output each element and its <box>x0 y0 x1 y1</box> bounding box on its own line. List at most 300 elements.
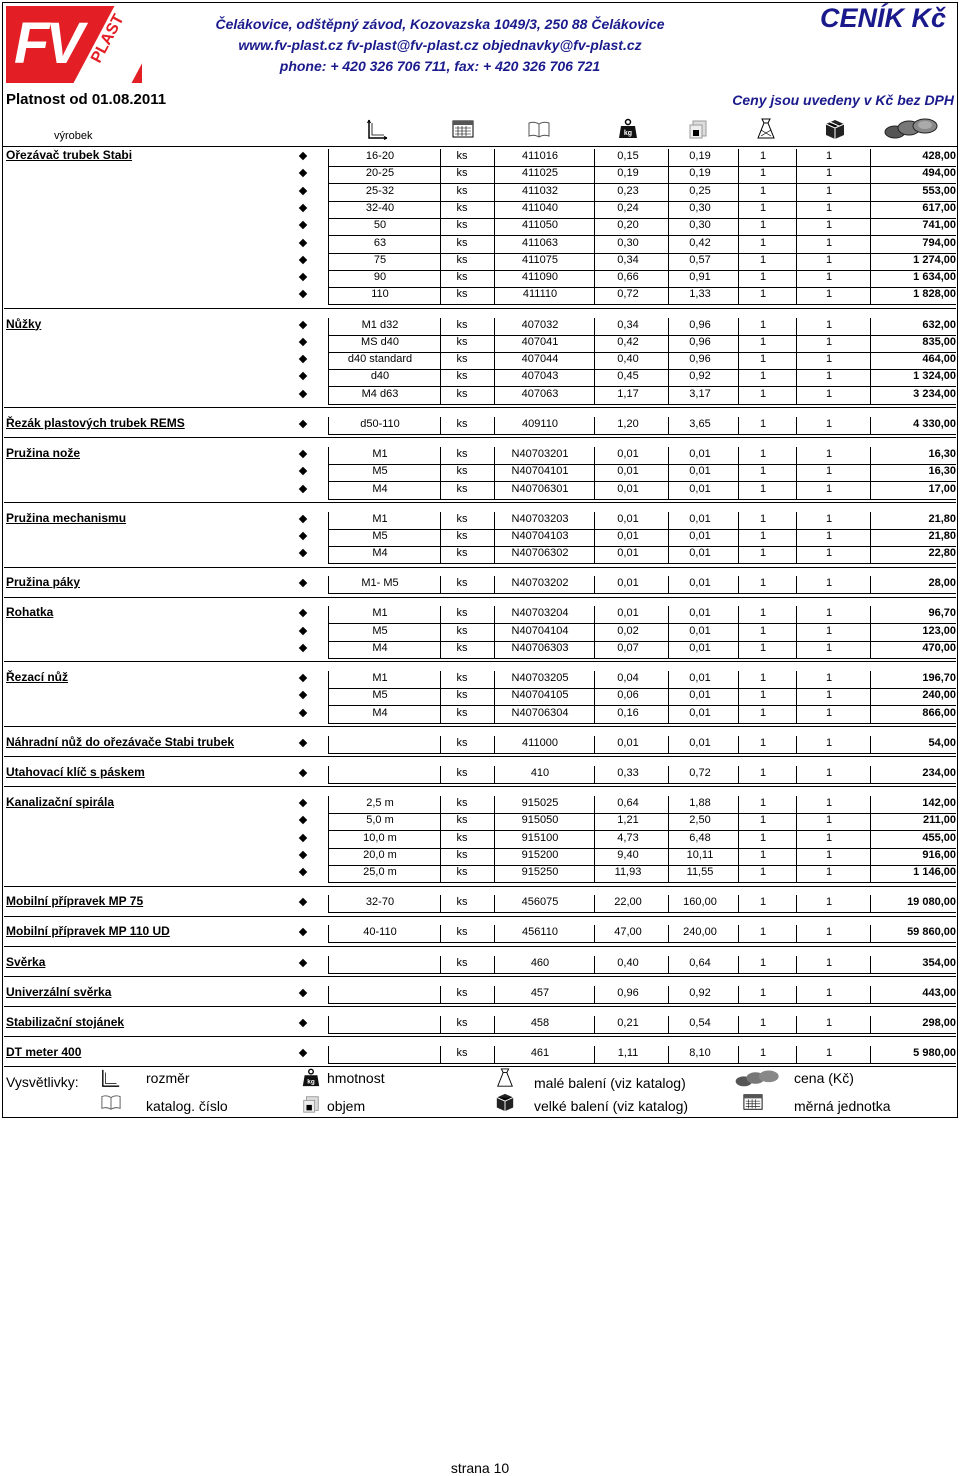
cell-small: 1 <box>759 547 767 560</box>
page-number: strana 10 <box>450 1460 510 1476</box>
cell-volume: 0,01 <box>689 577 711 590</box>
company-phone: phone: + 420 326 706 711, fax: + 420 326 706 721 <box>279 58 601 74</box>
cell-large: 1 <box>825 1016 833 1029</box>
cell-small: 1 <box>759 150 767 162</box>
cell-size: M5 <box>372 624 388 637</box>
bullet-diamond-icon <box>299 532 307 540</box>
cell-price: 21,80 <box>928 512 956 525</box>
cell-code: N40706302 <box>511 547 569 560</box>
table-row <box>4 318 956 335</box>
table-row <box>4 925 956 942</box>
prices-note: Ceny jsou uvedeny v Kč bez DPH <box>732 92 954 108</box>
product-name: Kanalizační spirála <box>6 795 115 809</box>
cell-size: MS d40 <box>361 335 399 348</box>
cell-volume: 0,01 <box>689 482 711 495</box>
cell-large: 1 <box>825 288 833 301</box>
cell-code: N40703202 <box>511 577 569 590</box>
cell-volume: 0,01 <box>689 624 711 637</box>
cell-code: 411025 <box>522 167 558 180</box>
cell-large: 1 <box>825 624 833 637</box>
legend-price: cena (Kč) <box>794 1070 854 1086</box>
cell-large: 1 <box>825 831 833 844</box>
bullet-diamond-icon <box>299 988 307 996</box>
bullet-diamond-icon <box>299 769 307 777</box>
cell-small: 1 <box>759 201 767 214</box>
bullet-diamond-icon <box>299 152 307 160</box>
cell-size: M1 <box>372 512 388 525</box>
group-separator <box>4 597 956 598</box>
cell-size: M4 <box>372 642 388 654</box>
cell-unit: ks <box>456 1016 468 1029</box>
cell-code: 456110 <box>522 926 558 939</box>
table-row <box>4 447 956 464</box>
cell-small: 1 <box>759 253 767 266</box>
table-row <box>4 956 956 973</box>
cell-large: 1 <box>825 986 833 999</box>
cell-weight: 0,15 <box>617 150 639 162</box>
cell-weight: 0,06 <box>617 689 639 702</box>
cell-size: M5 <box>372 689 388 702</box>
cell-volume: 0,01 <box>689 529 711 542</box>
cell-large: 1 <box>825 417 833 430</box>
cell-small: 1 <box>759 529 767 542</box>
cell-code: N40703205 <box>511 672 569 685</box>
bullet-diamond-icon <box>299 833 307 841</box>
table-row <box>4 253 956 270</box>
product-column-label: výrobek <box>54 130 93 142</box>
cell-code: 915100 <box>521 831 559 844</box>
table-row <box>4 270 956 287</box>
cell-small: 1 <box>759 465 767 478</box>
cell-small: 1 <box>759 417 767 430</box>
cell-weight: 0,16 <box>617 706 639 719</box>
bullet-diamond-icon <box>299 579 307 587</box>
cell-size: d50-110 <box>360 417 400 430</box>
cell-large: 1 <box>825 706 833 719</box>
cell-large: 1 <box>825 814 833 827</box>
cell-code: N40703201 <box>511 447 569 460</box>
bullet-diamond-icon <box>299 1049 307 1057</box>
cell-volume: 0,19 <box>689 167 711 180</box>
cell-unit: ks <box>456 866 468 879</box>
cell-weight: 0,01 <box>617 529 639 542</box>
cell-small: 1 <box>759 335 767 348</box>
cell-large: 1 <box>825 766 833 779</box>
product-name: Rohatka <box>6 605 54 620</box>
cell-volume: 0,42 <box>689 236 711 249</box>
cell-price: 1 274,00 <box>913 253 956 266</box>
cell-volume: 6,48 <box>689 831 711 844</box>
cell-price: 4 330,00 <box>913 417 956 430</box>
large-pack-icon <box>494 1092 516 1112</box>
bullet-diamond-icon <box>299 420 307 428</box>
product-name: Mobilní přípravek MP 75 <box>6 894 144 909</box>
group-separator <box>4 726 956 727</box>
cell-size: 40-110 <box>363 926 397 939</box>
cell-code: 458 <box>530 1016 550 1029</box>
cell-weight: 0,45 <box>617 370 639 383</box>
cell-volume: 1,88 <box>689 797 711 809</box>
cell-weight: 0,66 <box>617 271 639 284</box>
bullet-diamond-icon <box>299 290 307 298</box>
table-row <box>4 831 956 848</box>
cell-volume: 2,50 <box>689 814 711 827</box>
group-separator <box>4 786 956 787</box>
cell-small: 1 <box>759 1046 767 1059</box>
cell-unit: ks <box>456 335 468 348</box>
table-row <box>4 606 956 623</box>
cell-volume: 0,01 <box>689 736 711 749</box>
group-separator <box>4 886 956 887</box>
cell-small: 1 <box>759 624 767 637</box>
cell-small: 1 <box>759 642 767 654</box>
cell-small: 1 <box>759 848 767 861</box>
cell-large: 1 <box>825 848 833 861</box>
cell-small: 1 <box>759 482 767 495</box>
cell-code: 411032 <box>522 184 558 197</box>
cell-large: 1 <box>825 797 833 809</box>
product-name: Pružina nože <box>6 445 81 460</box>
cell-large: 1 <box>825 167 833 180</box>
legend-weight: hmotnost <box>327 1070 385 1086</box>
cell-price: 553,00 <box>922 184 956 197</box>
bullet-diamond-icon <box>299 708 307 716</box>
cell-large: 1 <box>825 577 833 590</box>
cell-small: 1 <box>759 766 767 779</box>
cell-code: N40704105 <box>511 689 569 702</box>
cell-price: 142,00 <box>922 797 956 809</box>
cell-code: 915050 <box>521 814 559 827</box>
cell-code: 915200 <box>521 848 559 861</box>
cell-small: 1 <box>759 512 767 525</box>
bullet-diamond-icon <box>299 851 307 859</box>
cell-size: M5 <box>372 465 388 478</box>
cell-weight: 0,64 <box>617 797 639 809</box>
cell-size: 2,5 m <box>366 797 394 809</box>
cell-price: 234,00 <box>922 766 956 779</box>
product-name: Nůžky <box>6 316 42 331</box>
cell-volume: 0,01 <box>689 512 711 525</box>
cell-size: 75 <box>373 253 387 266</box>
cell-code: 407043 <box>521 370 559 383</box>
table-row <box>4 149 956 166</box>
cell-price: 1 634,00 <box>913 271 956 284</box>
cell-small: 1 <box>759 706 767 719</box>
table-row <box>4 464 956 481</box>
cell-weight: 1,20 <box>617 417 639 430</box>
bullet-diamond-icon <box>299 372 307 380</box>
cell-weight: 4,73 <box>617 831 639 844</box>
cell-code: N40706303 <box>511 642 569 654</box>
cell-size: M4 <box>372 547 388 560</box>
cell-size: M1 <box>372 607 388 620</box>
cell-size: M5 <box>372 529 388 542</box>
cell-price: 54,00 <box>928 736 956 749</box>
table-row <box>4 218 956 235</box>
bullet-diamond-icon <box>299 644 307 652</box>
bullet-diamond-icon <box>299 467 307 475</box>
cell-code: 407044 <box>521 353 559 366</box>
cell-unit: ks <box>456 814 468 827</box>
cell-unit: ks <box>456 353 468 366</box>
cell-code: N40704101 <box>511 465 569 478</box>
cell-size: M4 <box>372 706 388 719</box>
cell-size: 50 <box>373 219 387 232</box>
bullet-diamond-icon <box>299 799 307 807</box>
cell-price: 916,00 <box>922 848 956 861</box>
cell-price: 354,00 <box>922 956 956 969</box>
cell-code: 411063 <box>522 236 558 249</box>
bullet-diamond-icon <box>299 928 307 936</box>
cell-large: 1 <box>825 607 833 620</box>
cell-large: 1 <box>825 512 833 525</box>
cell-volume: 0,54 <box>689 1016 711 1029</box>
cell-price: 240,00 <box>922 689 956 702</box>
cell-code: 411000 <box>522 736 558 749</box>
page-title: CENÍK Kč <box>819 3 946 33</box>
cell-price: 835,00 <box>922 335 956 348</box>
table-row <box>4 417 956 434</box>
cell-code: 407032 <box>521 318 559 331</box>
cell-large: 1 <box>825 150 833 162</box>
cell-large: 1 <box>825 1046 833 1059</box>
cell-unit: ks <box>456 447 468 460</box>
bullet-diamond-icon <box>299 320 307 328</box>
cell-volume: 0,30 <box>689 219 711 232</box>
cell-price: 428,00 <box>922 150 956 162</box>
cell-large: 1 <box>825 253 833 266</box>
cell-price: 16,30 <box>928 447 956 460</box>
cell-weight: 0,40 <box>617 353 639 366</box>
cell-unit: ks <box>456 689 468 702</box>
cell-price: 96,70 <box>928 607 956 620</box>
cell-size: 10,0 m <box>363 831 397 844</box>
cell-unit: ks <box>456 736 468 749</box>
cell-large: 1 <box>825 184 833 197</box>
product-name: Řezací nůž <box>6 670 69 685</box>
legend-volume: objem <box>327 1098 366 1114</box>
table-row <box>4 1046 956 1063</box>
cell-price: 19 080,00 <box>907 896 956 909</box>
coins-icon <box>883 116 941 140</box>
small-pack-icon <box>755 118 777 140</box>
cell-code: 407063 <box>521 387 559 400</box>
cell-small: 1 <box>759 956 767 969</box>
cell-weight: 0,07 <box>617 642 639 654</box>
cell-volume: 3,17 <box>689 387 711 400</box>
cell-unit: ks <box>456 607 468 620</box>
cell-unit: ks <box>456 926 468 939</box>
cell-unit: ks <box>456 288 468 301</box>
bullet-diamond-icon <box>299 238 307 246</box>
group-separator <box>4 407 956 408</box>
size-icon <box>367 118 389 140</box>
cell-code: 410 <box>530 766 550 779</box>
cell-large: 1 <box>825 335 833 348</box>
bullet-diamond-icon <box>299 609 307 617</box>
group-separator <box>4 756 956 757</box>
cell-volume: 0,01 <box>689 689 711 702</box>
cell-price: 741,00 <box>922 219 956 232</box>
cell-code: 411090 <box>522 271 558 284</box>
cell-weight: 0,23 <box>617 184 639 197</box>
group-separator <box>4 437 956 438</box>
bullet-diamond-icon <box>299 514 307 522</box>
cell-price: 17,00 <box>928 482 956 495</box>
cell-weight: 0,01 <box>617 482 639 495</box>
bullet-diamond-icon <box>299 549 307 557</box>
bullet-diamond-icon <box>299 816 307 824</box>
cell-unit: ks <box>456 706 468 719</box>
cell-large: 1 <box>825 926 833 939</box>
cell-unit: ks <box>456 271 468 284</box>
legend-small-pack: malé balení (viz katalog) <box>534 1075 686 1091</box>
cell-size: M4 <box>372 482 388 495</box>
table-row <box>4 236 956 253</box>
cell-weight: 0,42 <box>617 335 639 348</box>
table-row <box>4 201 956 218</box>
bullet-diamond-icon <box>299 898 307 906</box>
cell-size: 25,0 m <box>363 866 397 879</box>
cell-large: 1 <box>825 642 833 654</box>
bullet-diamond-icon <box>299 389 307 397</box>
table-row <box>4 287 956 304</box>
table-row <box>4 546 956 563</box>
cell-code: 407041 <box>521 335 559 348</box>
legend-title: Vysvětlivky: <box>6 1074 79 1090</box>
cell-unit: ks <box>456 642 468 654</box>
table-row <box>4 352 956 369</box>
cell-weight: 0,01 <box>617 465 639 478</box>
legend <box>4 1068 956 1116</box>
legend-catalog: katalog. číslo <box>146 1098 228 1114</box>
cell-volume: 0,96 <box>689 318 711 331</box>
table-row <box>4 482 956 499</box>
cell-large: 1 <box>825 465 833 478</box>
cell-volume: 0,01 <box>689 706 711 719</box>
cell-weight: 0,04 <box>617 672 639 685</box>
cell-unit: ks <box>456 512 468 525</box>
cell-code: 411110 <box>522 288 558 301</box>
group-separator <box>4 1066 956 1067</box>
cell-large: 1 <box>825 529 833 542</box>
cell-weight: 0,33 <box>617 766 639 779</box>
cell-weight: 0,40 <box>617 956 639 969</box>
cell-code: 915250 <box>521 866 559 879</box>
cell-weight: 0,01 <box>617 577 639 590</box>
cell-large: 1 <box>825 219 833 232</box>
cell-unit: ks <box>456 797 468 809</box>
cell-price: 28,00 <box>928 577 956 590</box>
cell-large: 1 <box>825 271 833 284</box>
cell-price: 1 828,00 <box>913 288 956 301</box>
unit-icon <box>452 118 474 140</box>
cell-small: 1 <box>759 831 767 844</box>
product-name: DT meter 400 <box>6 1044 82 1059</box>
column-header <box>2 112 958 147</box>
bullet-diamond-icon <box>299 186 307 194</box>
table-row <box>4 986 956 1003</box>
product-name: Pružina mechanismu <box>6 510 127 525</box>
cell-code: 411050 <box>522 219 558 232</box>
cell-weight: 0,01 <box>617 447 639 460</box>
cell-small: 1 <box>759 736 767 749</box>
small-pack-icon <box>494 1068 516 1088</box>
cell-unit: ks <box>456 577 468 590</box>
cell-weight: 1,21 <box>617 814 639 827</box>
cell-unit: ks <box>456 370 468 383</box>
cell-weight: 1,17 <box>617 387 639 400</box>
cell-small: 1 <box>759 236 767 249</box>
cell-weight: 9,40 <box>617 848 639 861</box>
cell-volume: 3,65 <box>689 417 711 430</box>
group-separator <box>4 916 956 917</box>
cell-weight: 0,20 <box>617 219 639 232</box>
cell-volume: 1,33 <box>689 288 711 301</box>
cell-unit: ks <box>456 624 468 637</box>
cell-code: 457 <box>530 986 550 999</box>
cell-unit: ks <box>456 201 468 214</box>
cell-price: 455,00 <box>922 831 956 844</box>
table-row <box>4 1016 956 1033</box>
volume-icon <box>687 118 709 140</box>
cell-volume: 0,96 <box>689 353 711 366</box>
cell-weight: 0,34 <box>617 318 639 331</box>
cell-volume: 0,01 <box>689 672 711 685</box>
bullet-diamond-icon <box>299 739 307 747</box>
legend-large-pack: velké balení (viz katalog) <box>534 1098 689 1114</box>
cell-volume: 0,01 <box>689 642 711 654</box>
cell-code: 461 <box>530 1046 550 1059</box>
cell-large: 1 <box>825 866 833 879</box>
cell-small: 1 <box>759 387 767 400</box>
product-name: Řezák plastových trubek REMS <box>6 415 185 430</box>
cell-code: N40704103 <box>511 529 569 542</box>
bullet-diamond-icon <box>299 450 307 458</box>
cell-price: 21,80 <box>928 529 956 542</box>
bullet-diamond-icon <box>299 1018 307 1026</box>
product-name: Mobilní přípravek MP 110 UD <box>6 924 170 939</box>
table-row <box>4 576 956 593</box>
cell-small: 1 <box>759 607 767 620</box>
cell-size: M1 d32 <box>361 318 399 331</box>
bullet-diamond-icon <box>299 169 307 177</box>
product-name: Stabilizační stojánek <box>6 1014 125 1029</box>
catalog-icon <box>528 118 550 140</box>
cell-large: 1 <box>825 672 833 685</box>
cell-size: d40 standard <box>347 353 413 366</box>
cell-volume: 0,01 <box>689 447 711 460</box>
size-icon <box>100 1068 122 1088</box>
cell-size: M1 <box>372 672 388 685</box>
table-row <box>4 736 956 753</box>
product-name: Svěrka <box>6 954 46 969</box>
cell-price: 866,00 <box>922 706 956 719</box>
cell-weight: 0,34 <box>617 253 639 266</box>
group-separator <box>4 946 956 947</box>
group-separator <box>4 976 956 977</box>
cell-size: M4 d63 <box>361 387 399 400</box>
cell-small: 1 <box>759 288 767 301</box>
cell-small: 1 <box>759 577 767 590</box>
cell-weight: 0,01 <box>617 607 639 620</box>
cell-large: 1 <box>825 736 833 749</box>
cell-price: 617,00 <box>922 201 956 214</box>
cell-code: 915025 <box>521 797 559 809</box>
cell-weight: 1,11 <box>617 1046 639 1059</box>
table-row <box>4 166 956 183</box>
cell-volume: 160,00 <box>683 896 717 909</box>
